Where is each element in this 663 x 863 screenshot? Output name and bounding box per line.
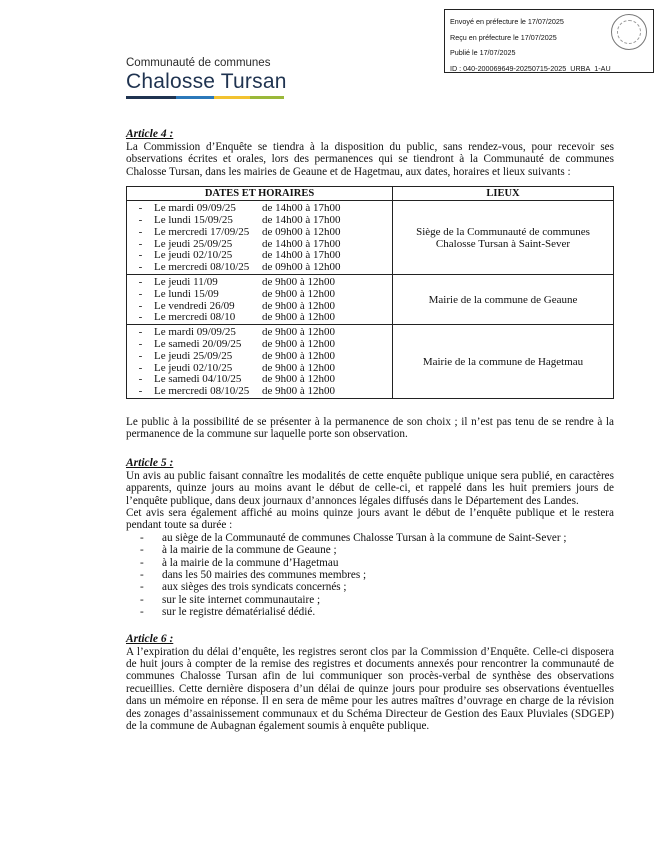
- schedule-place: Chalosse Tursan à Saint-Sever: [435, 237, 571, 250]
- list-item: [126, 606, 614, 618]
- article-5-title: Article 5 :: [126, 456, 174, 469]
- dash-bullet: -: [138, 311, 143, 324]
- list-item: [126, 569, 614, 581]
- schedule-item: [127, 249, 392, 261]
- list-item: [126, 581, 614, 593]
- header-dates: DATES ET HORAIRES: [127, 187, 393, 201]
- dash-bullet: -: [138, 287, 143, 300]
- schedule-day: Le jeudi 25/09/25: [154, 237, 233, 250]
- schedule-hours: de 9h00 à 12h00: [262, 299, 336, 312]
- schedule-hours: de 14h00 à 17h00: [262, 249, 341, 262]
- list-item: [126, 532, 614, 544]
- dash-bullet: -: [140, 568, 144, 581]
- schedule-place-cell: [393, 325, 614, 399]
- schedule-item: [127, 385, 392, 397]
- dash-bullet: -: [138, 214, 143, 227]
- list-item-text: à la mairie de la commune de Geaune ;: [162, 544, 337, 557]
- schedule-hours: de 9h00 à 12h00: [262, 349, 336, 362]
- schedule-hours: de 14h00 à 17h00: [262, 214, 341, 227]
- article-4-title: Article 4 :: [126, 128, 174, 140]
- dash-bullet: -: [138, 385, 143, 398]
- schedule-day: Le lundi 15/09: [154, 287, 219, 300]
- schedule-place: Mairie de la commune de Hagetmau: [422, 355, 584, 368]
- stamp-line-received: Reçu en préfecture le 17/07/2025: [450, 32, 557, 42]
- schedule-row: [127, 275, 614, 325]
- document-body: [126, 128, 614, 732]
- list-item-text: aux sièges des trois syndicats concernés ;: [162, 581, 347, 594]
- dash-bullet: -: [140, 544, 144, 557]
- dash-bullet: -: [140, 556, 144, 569]
- schedule-day: Le mercredi 17/09/25: [154, 225, 250, 238]
- schedule-row: [127, 201, 614, 275]
- schedule-item: [127, 311, 392, 323]
- schedule-day: Le jeudi 02/10/25: [154, 361, 233, 374]
- schedule-item: [127, 362, 392, 374]
- schedule-day: Le jeudi 25/09/25: [154, 349, 233, 362]
- dash-bullet: -: [138, 349, 143, 362]
- schedule-dates-cell: [127, 275, 393, 325]
- schedule-day: Le samedi 04/10/25: [154, 373, 242, 386]
- schedule-place-cell: [393, 201, 614, 275]
- dash-bullet: -: [138, 299, 143, 312]
- article-6-text: A l’expiration du délai d’enquête, les registres seront clos par la Commission d’Enquête. Celle-ci disposera de huit jours à compter de la remise des registres et documents annexés pour rencontrer la communauté de communes Chalosse Tursan afin de lui communiquer son procès-verbal de synthèse des observations recueillies. Cette dernière disposera d’un délai de quinze jours pour produire ses observations éventuelles dans un mémoire en réponse. Il en sera de même pour les autres maîtres d’ouvrage en charge de la révision des zonages d’assainissement communaux et du Schéma Directeur de Gestion des Eaux Pluviales (SDGEP) de la commune de Aubagnan également soumis à enquête publique.: [126, 645, 614, 732]
- schedule-day: Le mercredi 08/10/25: [154, 385, 250, 398]
- stamp-line-id: ID : 040-200069649-20250715-2025_URBA_1-AU: [450, 63, 611, 73]
- dash-bullet: -: [138, 202, 143, 215]
- schedule-item: [127, 214, 392, 226]
- schedule-day: Le samedi 20/09/25: [154, 337, 242, 350]
- logo-top-text: Communauté de communes: [126, 57, 271, 69]
- dash-bullet: -: [138, 237, 143, 250]
- schedule-item: [127, 226, 392, 238]
- dash-bullet: -: [138, 276, 143, 288]
- schedule-hours: de 09h00 à 12h00: [262, 225, 341, 238]
- prefecture-stamp: [444, 9, 654, 73]
- dash-bullet: -: [138, 337, 143, 350]
- dash-bullet: -: [138, 225, 143, 238]
- schedule-dates-cell: [127, 325, 393, 399]
- logo-color-bar: [126, 96, 284, 99]
- schedule-hours: de 9h00 à 12h00: [262, 326, 336, 339]
- stamp-line-published: Publié le 17/07/2025: [450, 48, 516, 57]
- schedule-table: [126, 186, 614, 399]
- schedule-item: [127, 326, 392, 338]
- schedule-row: [127, 325, 614, 399]
- schedule-day: Le lundi 15/09/25: [154, 214, 233, 227]
- schedule-hours: de 9h00 à 12h00: [262, 311, 336, 324]
- seal-icon: [611, 14, 647, 50]
- article-6-title: Article 6 :: [126, 632, 174, 645]
- schedule-item: [127, 288, 392, 300]
- schedule-day: Le vendredi 26/09: [154, 299, 235, 312]
- dash-bullet: -: [140, 581, 144, 594]
- schedule-hours: de 14h00 à 17h00: [262, 237, 341, 250]
- dash-bullet: -: [140, 531, 144, 544]
- list-item: [126, 557, 614, 569]
- schedule-day: Le jeudi 11/09: [154, 276, 218, 288]
- schedule-day: Le mercredi 08/10/25: [154, 261, 250, 274]
- dash-bullet: -: [140, 593, 144, 606]
- dash-bullet: -: [138, 249, 143, 262]
- schedule-item: [127, 300, 392, 312]
- logo: [126, 57, 287, 99]
- schedule-hours: de 9h00 à 12h00: [262, 385, 336, 398]
- dash-bullet: -: [138, 373, 143, 386]
- schedule-day: Le mardi 09/09/25: [154, 202, 236, 215]
- schedule-item: [127, 338, 392, 350]
- schedule-hours: de 09h00 à 12h00: [262, 261, 341, 274]
- list-item: [126, 544, 614, 556]
- schedule-hours: de 9h00 à 12h00: [262, 287, 336, 300]
- schedule-hours: de 9h00 à 12h00: [262, 276, 336, 288]
- schedule-item: [127, 261, 392, 273]
- dash-bullet: -: [138, 361, 143, 374]
- stamp-line-sent: Envoyé en préfecture le 17/07/2025: [450, 17, 564, 26]
- article-4-text: La Commission d’Enquête se tiendra à la disposition du public, sans rendez-vous, pour recevoir ses observations écrites et orales, lors des permanences qui se tiendront à la Communauté de communes Chalosse Tursan, dans les mairies de Geaune et de Hagetmau, aux dates, horaires et lieux suivants :: [126, 141, 614, 178]
- list-item-text: sur le site internet communautaire ;: [162, 593, 321, 606]
- list-item-text: à la mairie de la commune d’Hagetmau: [162, 556, 339, 569]
- article-4-after: Le public à la possibilité de se présenter à la permanence de son choix ; il n’est pas tenu de se rendre à la permanence de la commune sur laquelle porte son observation.: [126, 415, 614, 441]
- dash-bullet: -: [140, 606, 144, 619]
- schedule-dates-cell: [127, 201, 393, 275]
- list-item-text: dans les 50 mairies des communes membres ;: [162, 568, 367, 581]
- schedule-item: [127, 202, 392, 214]
- list-item-text: au siège de la Communauté de communes Chalosse Tursan à la commune de Saint-Sever ;: [162, 531, 567, 544]
- schedule-item: [127, 350, 392, 362]
- schedule-hours: de 9h00 à 12h00: [262, 361, 336, 374]
- schedule-hours: de 9h00 à 12h00: [262, 373, 336, 386]
- logo-main-text: Chalosse Tursan: [126, 70, 287, 93]
- dash-bullet: -: [138, 326, 143, 339]
- schedule-day: Le mardi 09/09/25: [154, 326, 236, 339]
- article-5-text-1: Un avis au public faisant connaître les modalités de cette enquête publique unique sera publié, en caractères apparents, quinze jours au moins avant le début de celle-ci, et rappelé dans les huit premiers jours de l’enquête publique, dans deux journaux d’annonces légales diffusés dans le Département des Landes.: [126, 469, 614, 507]
- schedule-item: [127, 276, 392, 288]
- list-item: [126, 594, 614, 606]
- header-places: LIEUX: [393, 187, 614, 201]
- schedule-day: Le jeudi 02/10/25: [154, 249, 233, 262]
- list-item-text: sur le registre dématérialisé dédié.: [162, 606, 316, 619]
- schedule-day: Le mercredi 08/10: [154, 311, 236, 324]
- schedule-hours: de 9h00 à 12h00: [262, 337, 336, 350]
- schedule-place-cell: [393, 275, 614, 325]
- schedule-item: [127, 373, 392, 385]
- schedule-hours: de 14h00 à 17h00: [262, 202, 341, 215]
- schedule-place: Mairie de la commune de Geaune: [428, 293, 578, 306]
- article-5-list: [126, 532, 614, 619]
- schedule-item: [127, 238, 392, 250]
- article-5-text-2: Cet avis sera également affiché au moins quinze jours avant le début de l’enquête publique et le restera pendant toute sa durée :: [126, 507, 614, 532]
- schedule-place: Siège de la Communauté de communes: [416, 225, 590, 238]
- dash-bullet: -: [138, 261, 143, 274]
